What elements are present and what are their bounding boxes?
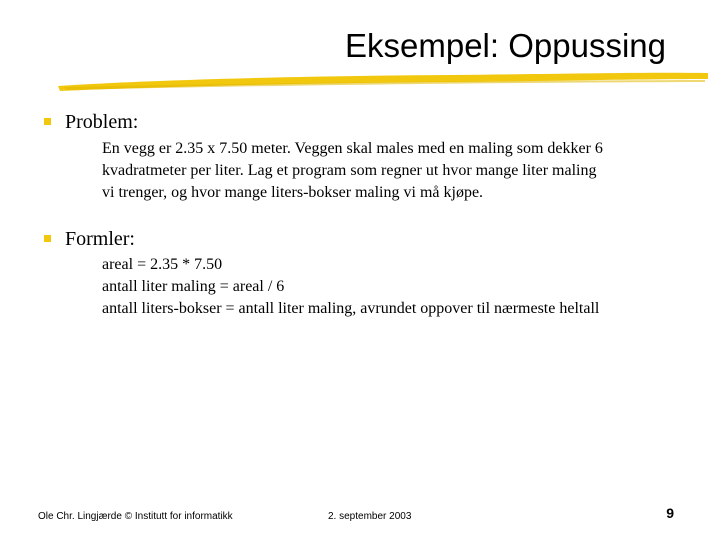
problem-line: En vegg er 2.35 x 7.50 meter. Veggen skal males med en maling som dekker 6: [102, 140, 603, 157]
formulas-text-block: [102, 254, 682, 320]
problem-line: kvadratmeter per liter. Lag et program som regner ut hvor mange liter maling: [102, 162, 597, 179]
bullet-square-icon: [44, 235, 51, 242]
slide-title: Eksempel: Oppussing: [345, 27, 666, 64]
section-problem-heading: [44, 110, 138, 134]
formula-line: antall liter maling = areal / 6: [102, 278, 285, 295]
page-number: 9: [666, 505, 674, 521]
problem-line: vi trenger, og hvor mange liters-bokser maling vi må kjøpe.: [102, 184, 484, 201]
bullet-square-icon: [44, 118, 51, 125]
footer-author: Ole Chr. Lingjærde © Institutt for informatikk: [38, 511, 233, 522]
problem-text-block: [102, 138, 682, 204]
section-heading-text: Formler:: [65, 228, 135, 250]
formula-line: areal = 2.35 * 7.50: [102, 256, 223, 273]
footer-date: 2. september 2003: [328, 511, 412, 522]
section-heading-text: Problem:: [65, 111, 139, 133]
title-underline-decoration: [0, 0, 720, 100]
section-formulas-heading: [44, 227, 135, 251]
formula-line: antall liters-bokser = antall liter maling, avrundet oppover til nærmeste heltall: [102, 300, 600, 317]
